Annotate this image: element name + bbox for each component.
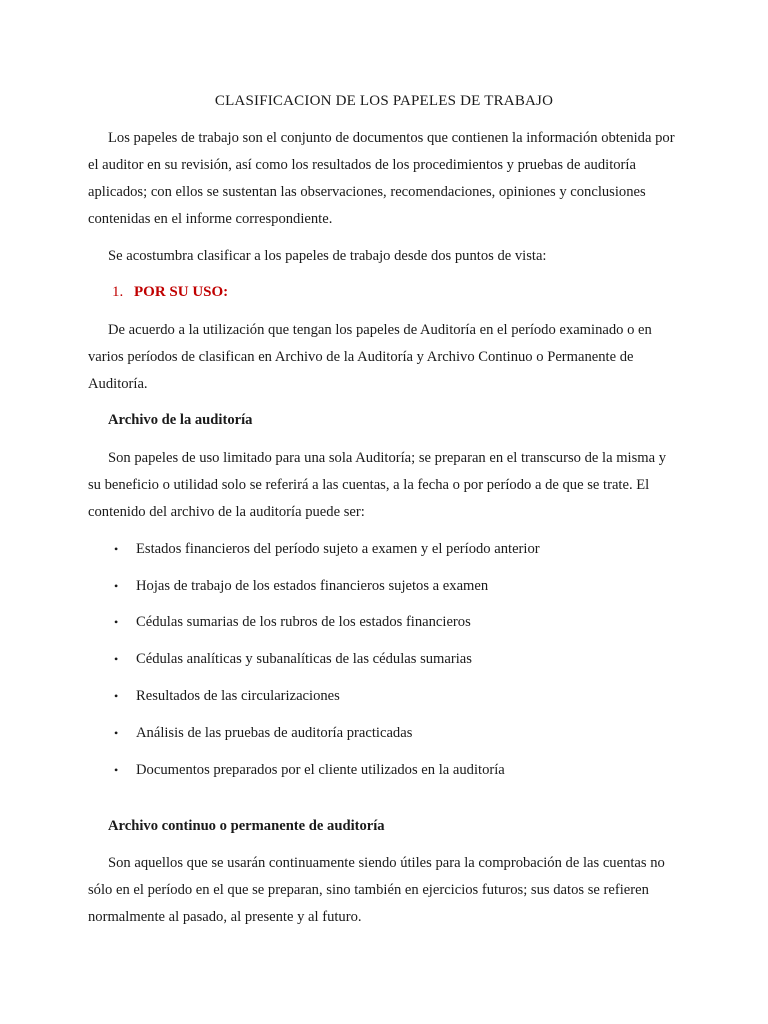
bullet-icon: • xyxy=(114,579,119,593)
archivo-permanente-heading: Archivo continuo o permanente de auditoría xyxy=(108,818,385,834)
section-1-heading-text: POR SU USO: xyxy=(134,284,229,300)
archivo-auditoria-heading: Archivo de la auditoría xyxy=(108,412,253,428)
archivo-auditoria-paragraph: Son papeles de uso limitado para una sola Auditoría; se preparan en el transcurso de la misma y su beneficio o utilidad solo se referirá a las cuentas, a la fecha o por período a de que se trate. El contenido del archivo de la auditoría puede ser: xyxy=(88,450,667,520)
list-item: • Análisis de las pruebas de auditoría practicadas xyxy=(114,725,413,741)
bullet-icon: • xyxy=(114,763,119,777)
section-1-paragraph: De acuerdo a la utilización que tengan los papeles de Auditoría en el período examinado o en varios períodos de clasifican en Archivo de la Auditoría y Archivo Continuo o Permanente de Auditoría. xyxy=(88,322,652,392)
section-1-heading xyxy=(112,284,228,301)
bullet-icon: • xyxy=(114,689,119,703)
list-item: • Cédulas analíticas y subanalíticas de las cédulas sumarias xyxy=(114,651,472,667)
intro-paragraph: Los papeles de trabajo son el conjunto de documentos que contienen la información obtenida por el auditor en su revisión, así como los resultados de los procedimientos y pruebas de auditoría aplicados; con ellos se sustentan las observaciones, recomendaciones, opiniones y conclusiones contenidas en el informe correspondiente. xyxy=(88,130,675,227)
section-1-number: 1. xyxy=(112,284,124,300)
list-item: • Documentos preparados por el cliente utilizados en la auditoría xyxy=(114,762,505,778)
page-title: CLASIFICACION DE LOS PAPELES DE TRABAJO xyxy=(214,93,554,109)
bullet-icon: • xyxy=(114,726,119,740)
bullet-icon: • xyxy=(114,615,119,629)
bullet-icon: • xyxy=(114,652,119,666)
list-item: • Cédulas sumarias de los rubros de los estados financieros xyxy=(114,614,471,630)
archivo-permanente-paragraph: Son aquellos que se usarán continuamente siendo útiles para la comprobación de las cuentas no sólo en el período en el que se preparan, sino también en ejercicios futuros; sus datos se refieren normalmente al pasado, al presente y al futuro. xyxy=(88,855,665,925)
classification-paragraph: Se acostumbra clasificar a los papeles de trabajo desde dos puntos de vista: xyxy=(108,248,547,264)
list-item: • Hojas de trabajo de los estados financieros sujetos a examen xyxy=(114,578,489,594)
list-item: • Resultados de las circularizaciones xyxy=(114,688,340,704)
bullet-icon: • xyxy=(114,542,119,556)
list-item: • Estados financieros del período sujeto a examen y el período anterior xyxy=(114,541,540,557)
